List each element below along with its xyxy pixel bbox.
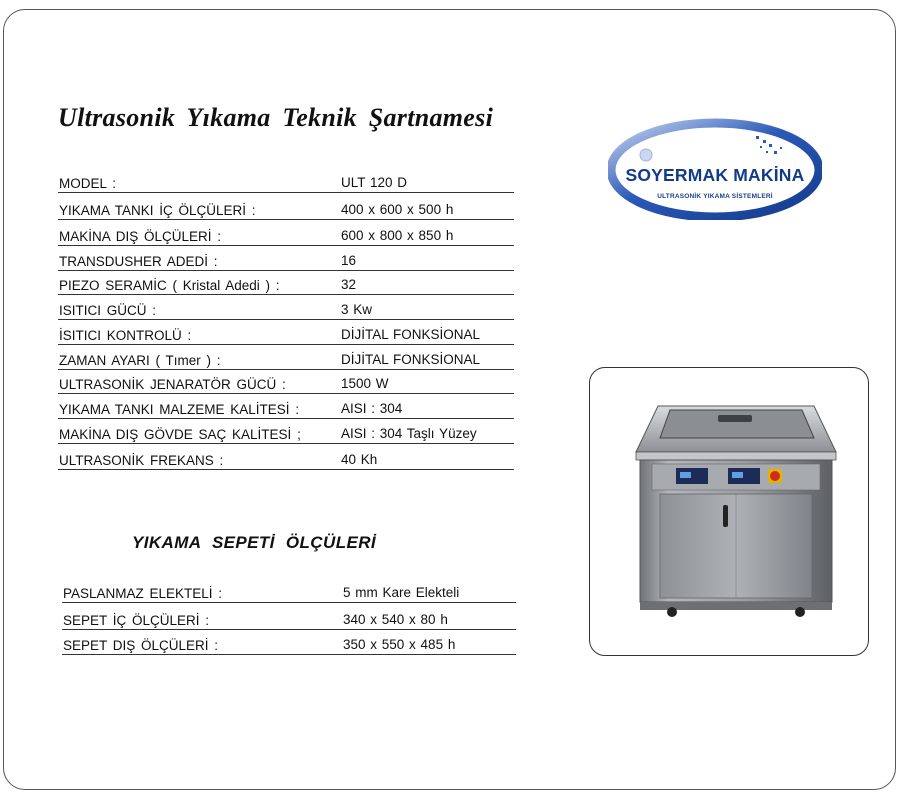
spec-label: ULTRASONİK FREKANS : bbox=[59, 453, 224, 468]
spec-label: MAKİNA DIŞ GÖVDE SAÇ KALİTESİ ; bbox=[59, 427, 301, 442]
ultrasonic-machine-image bbox=[590, 368, 869, 656]
spec-row bbox=[58, 369, 514, 394]
spec-value: 400 x 600 x 500 h bbox=[341, 202, 454, 217]
spec-row bbox=[58, 345, 514, 370]
spec-label: ZAMAN AYARI ( Tımer ) : bbox=[59, 353, 221, 368]
logo-name: SOYERMAK MAKİNA bbox=[625, 165, 805, 185]
spec-label: ULTRASONİK JENARATÖR GÜCÜ : bbox=[59, 377, 286, 392]
spec-row bbox=[58, 394, 514, 419]
spec-label: MODEL : bbox=[59, 176, 117, 191]
logo-tagline: ULTRASONİK YIKAMA SİSTEMLERİ bbox=[657, 193, 773, 200]
spec-value: DİJİTAL FONKSİONAL bbox=[341, 352, 481, 367]
spec-row bbox=[58, 270, 514, 295]
spec-value: ULT 120 D bbox=[341, 175, 408, 190]
spec-row bbox=[58, 295, 514, 320]
spec-label: YIKAMA TANKI İÇ ÖLÇÜLERİ : bbox=[59, 203, 256, 218]
spec-label: YIKAMA TANKI MALZEME KALİTESİ : bbox=[59, 402, 300, 417]
spec-value: DİJİTAL FONKSİONAL bbox=[341, 327, 481, 342]
spec-label: ISITICI GÜCÜ : bbox=[59, 303, 157, 318]
spec-value: 32 bbox=[341, 277, 357, 292]
spec-value: 5 mm Kare Elekteli bbox=[343, 585, 460, 600]
spec-row bbox=[58, 168, 514, 193]
spec-value: 600 x 800 x 850 h bbox=[341, 228, 454, 243]
spec-value: 3 Kw bbox=[341, 302, 373, 317]
basket-spec-row bbox=[62, 578, 516, 603]
basket-spec-row bbox=[62, 630, 516, 655]
spec-label: TRANSDUSHER ADEDİ : bbox=[59, 254, 218, 269]
basket-spec-row bbox=[62, 605, 516, 630]
spec-value: 16 bbox=[341, 253, 357, 268]
spec-label: SEPET İÇ ÖLÇÜLERİ : bbox=[63, 613, 210, 628]
spec-label: SEPET DIŞ ÖLÇÜLERİ : bbox=[63, 638, 219, 653]
spec-label: PASLANMAZ ELEKTELİ : bbox=[63, 586, 223, 601]
spec-value: 40 Kh bbox=[341, 452, 378, 467]
spec-value: 340 x 540 x 80 h bbox=[343, 612, 448, 627]
spec-value: AISI : 304 bbox=[341, 401, 403, 416]
product-photo-frame bbox=[589, 367, 869, 656]
spec-row bbox=[58, 320, 514, 345]
spec-row bbox=[58, 195, 514, 220]
spec-row bbox=[58, 221, 514, 246]
spec-row bbox=[58, 419, 514, 444]
basket-section-title: YIKAMA SEPETİ ÖLÇÜLERİ bbox=[132, 533, 377, 552]
spec-label: İSITICI KONTROLÜ : bbox=[59, 328, 192, 343]
spec-value: AISI : 304 Taşlı Yüzey bbox=[341, 426, 477, 441]
spec-row bbox=[58, 445, 514, 470]
spec-label: PIEZO SERAMİC ( Kristal Adedi ) : bbox=[59, 278, 280, 293]
spec-row bbox=[58, 246, 514, 271]
spec-value: 350 x 550 x 485 h bbox=[343, 637, 456, 652]
spec-label: MAKİNA DIŞ ÖLÇÜLERİ : bbox=[59, 229, 222, 244]
spec-value: 1500 W bbox=[341, 376, 389, 391]
document-title: Ultrasonik Yıkama Teknik Şartnamesi bbox=[58, 103, 494, 132]
